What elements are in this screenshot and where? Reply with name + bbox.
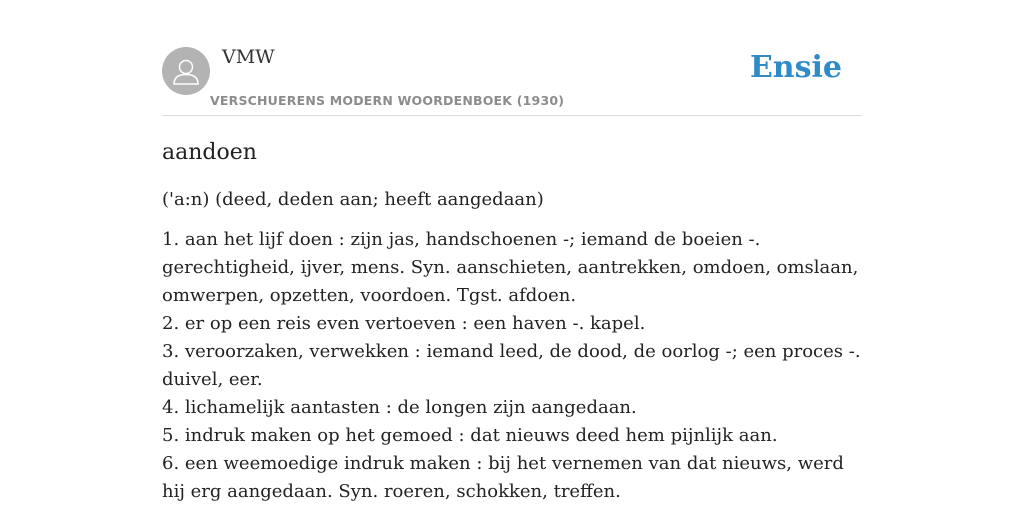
source-title[interactable]: VERSCHUERENS MODERN WOORDENBOEK (1930)	[210, 93, 565, 108]
entry-definitions	[162, 226, 862, 506]
definition-item: 1. aan het lijf doen : zijn jas, handschoenen -; iemand de boeien -. gerechtigheid, ijver, mens. Syn. aanschieten, aantrekken, omdoen, omslaan, omwerpen, opzetten, voordoen. Tgst. afdoen.	[162, 229, 859, 306]
entry-page	[162, 0, 862, 506]
author-name[interactable]: VMW	[222, 46, 275, 68]
definition-item: 3. veroorzaken, verwekken : iemand leed, de dood, de oorlog -; een proces -. duivel, eer.	[162, 341, 861, 390]
user-silhouette-icon	[162, 47, 210, 95]
definition-item: 2. er op een reis even vertoeven : een haven -. kapel.	[162, 313, 646, 334]
entry-grammar: ('a:n) (deed, deden aan; heeft aangedaan)	[162, 189, 544, 210]
author-avatar[interactable]	[162, 47, 210, 95]
definition-item: 5. indruk maken op het gemoed : dat nieuws deed hem pijnlijk aan.	[162, 425, 778, 446]
site-logo[interactable]: Ensie	[749, 50, 842, 85]
entry-header	[162, 0, 862, 116]
definition-item: 4. lichamelijk aantasten : de longen zijn aangedaan.	[162, 397, 637, 418]
definition-item: 6. een weemoedige indruk maken : bij het vernemen van dat nieuws, werd hij erg aangedaan. Syn. roeren, schokken, treffen.	[162, 453, 844, 502]
entry-headword: aandoen	[162, 140, 257, 165]
